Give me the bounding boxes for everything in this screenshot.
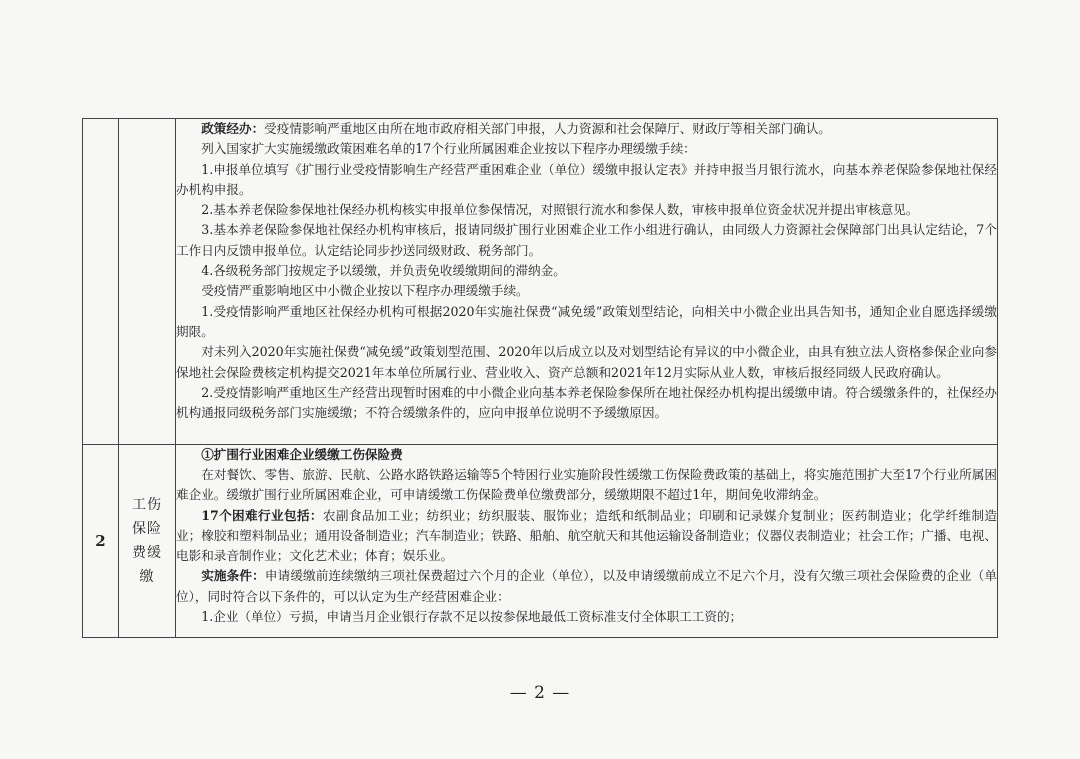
paragraph: 1.申报单位填写《扩围行业受疫情影响生产经营严重困难企业（单位）缓缴申报认定表》并持申报当月银行流水，向基本养老保险参保地社保经办机构申报。 <box>176 161 997 197</box>
paragraph: 2.受疫情影响严重地区生产经营出现暂时困难的中小微企业向基本养老保险参保所在地社保经办机构提出缓缴申请。符合缓缴条件的，社保经办机构通报同级税务部门实施缓缴；不符合缓缴条件的，应向申报单位说明不予缓缴原因。 <box>176 384 997 421</box>
paragraph-label: 17个困难行业包括： <box>201 507 323 523</box>
page-number: — 2 — <box>509 683 571 703</box>
paragraph-text: 申请缓缴前连续缴纳三项社保费超过六个月的企业（单位），以及申请缓缴前成立不足六个月，没有欠缴三项社会保险费的企业（单位），同时符合以下条件的，可以认定为生产经营困难企业： <box>176 568 997 604</box>
paragraph <box>176 506 997 567</box>
paragraph: 3.基本养老保险参保地社保经办机构审核后，报请同级扩围行业困难企业工作小组进行确认，由同级人力资源社会保障部门出具认定结论，7个工作日内反馈申报单位。认定结论同步抄送同级财政、税务部门。 <box>176 222 997 258</box>
paragraph <box>176 119 997 139</box>
table-row <box>83 119 998 445</box>
paragraph: 对未列入2020年实施社保费“减免缓”政策划型范围、2020年以后成立以及对划型结论有异议的中小微企业，由具有独立法人资格参保企业向参保地社会保险费核定机构提交2021年本单位所属行业、营业收入、资产总额和2021年12月实际从业人数，审核后报经同级人民政府确认。 <box>176 344 997 380</box>
paragraph: 1.企业（单位）亏损，申请当月企业银行存款不足以按参保地最低工资标准支付全体职工工资的； <box>201 609 743 624</box>
item-name-cell <box>119 119 176 445</box>
paragraph: 在对餐饮、零售、旅游、民航、公路水路铁路运输等5个特困行业实施阶段性缓缴工伤保险费政策的基础上，将实施范围扩大至17个行业所属困难企业。缓缴扩围行业所属困难企业，可申请缓缴工伤保险费单位缴费部分，缓缴期限不超过1年，期间免收滞纳金。 <box>176 466 997 503</box>
paragraph: 2.基本养老保险参保地社保经办机构核实申报单位参保情况，对照银行流水和参保人数，审核申报单位资金状况并提出审核意见。 <box>201 202 919 218</box>
section-heading-text: ①扩围行业困难企业缓缴工伤保险费 <box>201 446 403 462</box>
paragraph: 列入国家扩大实施缓缴政策困难名单的17个行业所属困难企业按以下程序办理缓缴手续： <box>201 141 696 157</box>
row-number-cell: 2 <box>83 444 119 637</box>
paragraph-label: 实施条件： <box>201 568 265 584</box>
paragraph-text: 受疫情影响严重地区由所在地市政府相关部门申报，人力资源和社会保障厅、财政厅等相关部门确认。 <box>264 121 831 136</box>
paragraph: 受疫情严重影响地区中小微企业按以下程序办理缓缴手续。 <box>201 283 529 299</box>
paragraph <box>176 566 997 607</box>
paragraph-label: 政策经办： <box>201 121 265 136</box>
section-heading <box>176 445 997 465</box>
content-cell <box>176 119 998 445</box>
row-number-cell <box>83 119 119 445</box>
content-cell <box>176 444 998 637</box>
paragraph-text: 农副食品加工业；纺织业；纺织服装、服饰业；造纸和纸制品业；印刷和记录媒介复制业；医药制造业；化学纤维制造业；橡胶和塑料制品业；通用设备制造业；汽车制造业；铁路、船舶、航空航天和其他运输设备制造业；仪器仪表制造业；社会工作；广播、电视、电影和录音制作业；文化艺术业；体育；娱乐业。 <box>176 507 998 564</box>
policy-table <box>82 118 998 638</box>
item-name: 工伤保险费缓缴 <box>132 496 162 585</box>
item-name-cell <box>119 444 176 637</box>
paragraph: 1.受疫情影响严重地区社保经办机构可根据2020年实施社保费“减免缓”政策划型结论，向相关中小微企业出具告知书，通知企业自愿选择缓缴期限。 <box>176 303 997 339</box>
table-row <box>83 444 998 637</box>
paragraph: 4.各级税务部门按规定予以缓缴，并负责免收缓缴期间的滞纳金。 <box>201 263 566 279</box>
